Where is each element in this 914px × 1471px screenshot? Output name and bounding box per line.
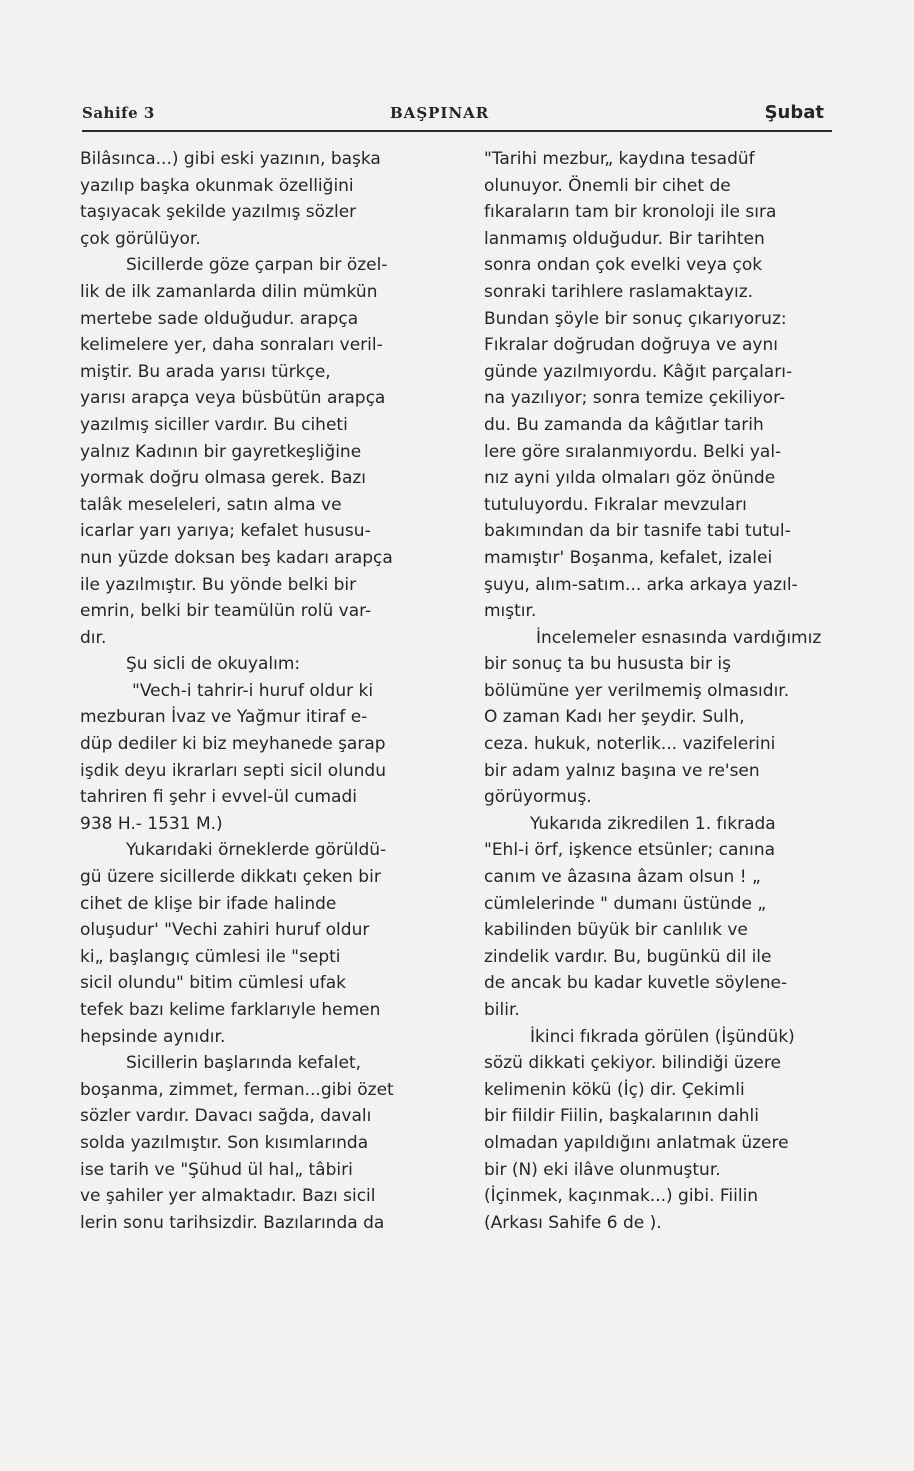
header-rule (82, 130, 832, 132)
paragraph: Yukarıda zikredilen 1. fıkrada "Ehl-i örf, işkence etsünler; canına canım ve âzasına âzam olsun ! „ cümlelerinde " dumanı üstünde „ kabilinden büyük bir canlılık ve zindelik vardır. Bu, bugünkü dil ile de ancak bu kadar kuvetle söylene- bilir. (484, 813, 788, 1020)
quoted-record: "Vech-i tahrir-i huruf oldur ki mezburan İvaz ve Yağmur itiraf e- düp dediler ki biz meyhanede şarap işdik deyu ikrarları septi sicil olundu tahriren fi şehr i evvel-ül cumadi 938 H.- 1531 M.) (80, 680, 386, 834)
right-column (484, 146, 844, 1236)
left-column (80, 146, 442, 1236)
paragraph: İkinci fıkrada görülen (İşündük) sözü dikkati çekiyor. bilindiği üzere kelimenin kökü (İç) dir. Çekimli bir fiildir Fiilin, başkalarının dahli olmadan yapıldığını anlatmak üzere bir (N) eki ilâve olunmuştur. (İçinmek, kaçınmak...) gibi. Fiilin (484, 1026, 795, 1207)
paragraph: Bilâsınca...) gibi eski yazının, başka yazılıp başka okunmak özelliğini taşıyacak şekilde yazılmış sözler çok görülüyor. (80, 149, 381, 249)
issue-month: Şubat (764, 102, 824, 123)
paragraph: Yukarıdaki örneklerde görüldü- gü üzere sicillerde dikkatı çeken bir cihet de klişe bir ifade halinde oluşudur' "Vechi zahiri huruf oldur ki„ başlangıç cümlesi ile "septi sicil olundu" bitim cümlesi ufak tefek bazı kelime farklarıyle hemen hepsinde aynıdır. (80, 840, 387, 1047)
page-header (82, 102, 832, 130)
paragraph: İncelemeler esnasında vardığımız bir sonuç ta bu hususta bir iş bölümüne yer verilmemiş olmasıdır. O zaman Kadı her şeydir. Sulh, ceza. hukuk, noterlik... vazifelerini bir adam yalnız başına ve re'sen görüyormuş. (484, 627, 822, 808)
page-number-label: Sahife 3 (82, 104, 155, 122)
paragraph: Sicillerin başlarında kefalet, boşanma, zimmet, ferman...gibi özet sözler vardır. Davacı sağda, davalı solda yazılmıştır. Son kısımlarında ise tarih ve "Şühud ül hal„ tâbiri ve şahiler yer almaktadır. Bazı sicil lerin sonu tarihsizdir. Bazılarında da (80, 1053, 394, 1233)
paragraph: "Tarihi mezbur„ kaydına tesadüf olunuyor. Önemli bir cihet de fıkaraların tam bir kronoloji ile sıra lanmamış olduğudur. Bir tarihten sonra ondan çok evelki veya çok sonraki tarihlere raslamaktayız. Bundan şöyle bir sonuç çıkarıyoruz: Fıkralar doğrudan doğruya ve aynı günde yazılmıyordu. Kâğıt parçaları- na yazılıyor; sonra temize çekiliyor- du. Bu zamanda da kâğıtlar tarih lere göre sıralanmıyordu. Belki yal- nız ayni yılda olmaları göz önünde tutuluyordu. Fıkralar mevzuları bakımından da bir tasnife tabi tutul- mamıştır' Boşanma, kefalet, izalei şuyu, alım-satım... arka arkaya yazıl- mıştır. (484, 149, 798, 622)
continued-note: (Arkası Sahife 6 de ). (484, 1212, 662, 1233)
paragraph: Şu sicli de okuyalım: (126, 654, 301, 675)
newspaper-title: BAŞPINAR (390, 104, 490, 122)
paragraph: Sicillerde göze çarpan bir özel- lik de ilk zamanlarda dilin mümkün mertebe sade olduğudur. arapça kelimelere yer, daha sonraları veril- miştir. Bu arada yarısı türkçe, yarısı arapça veya büsbütün arapça yazılmış siciller vardır. Bu ciheti yalnız Kadının bir gayretkeşliğine yormak doğru olmasa gerek. Bazı talâk meseleleri, satın alma ve icarlar yarı yarıya; kefalet hususu- nun yüzde doksan beş kadarı arapça ile yazılmıştır. Bu yönde belki bir emrin, belki bir teamülün rolü var- dır. (80, 255, 393, 648)
